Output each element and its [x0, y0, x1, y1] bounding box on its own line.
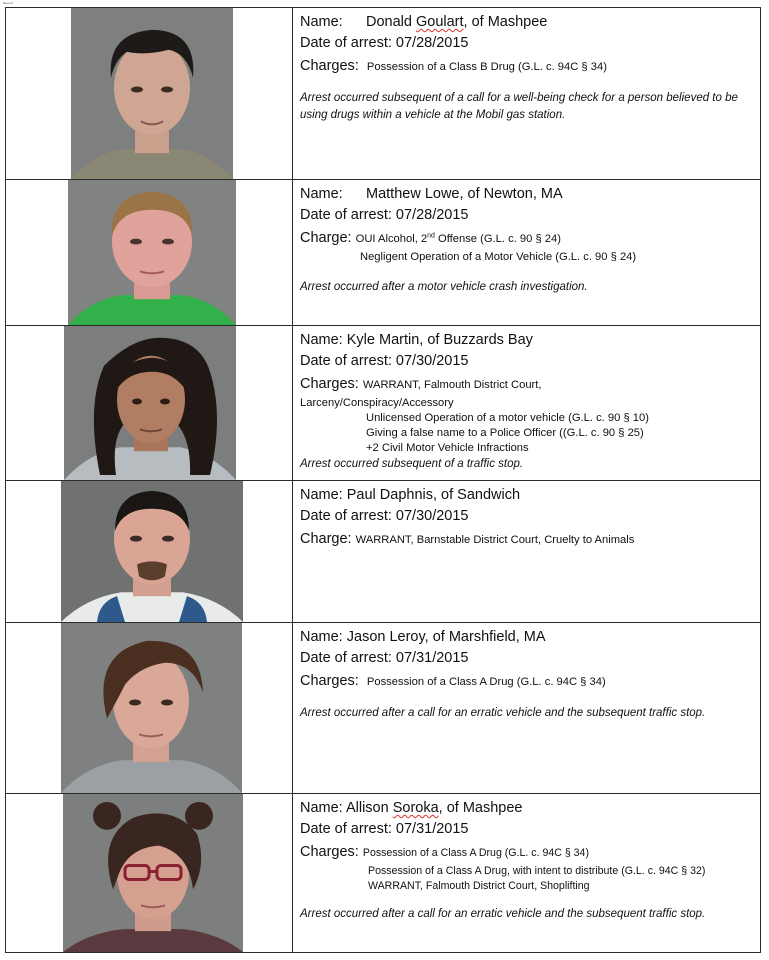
corner-mark: Record — [3, 1, 13, 5]
booking-photo-cell — [6, 326, 293, 481]
date-label: Date of arrest: — [300, 207, 392, 223]
arrest-record — [6, 180, 761, 326]
charges-line — [300, 56, 754, 78]
arrest-date: 07/31/2015 — [395, 821, 469, 837]
record-details — [293, 180, 761, 326]
booking-photo — [61, 623, 242, 793]
charge-item: WARRANT, Falmouth District Court, Shoplifting — [368, 880, 590, 892]
name-label: Name: — [300, 14, 343, 30]
date-label: Date of arrest: — [300, 508, 392, 524]
person-town: , of Mashpee — [463, 14, 548, 30]
charge-item: WARRANT, Falmouth District Court, — [362, 379, 542, 391]
person-name: Kyle Martin, of Buzzards Bay — [346, 332, 533, 348]
charges-label: Charge: — [300, 230, 352, 246]
charges-label: Charges: — [300, 673, 359, 689]
booking-photo-cell — [6, 623, 293, 794]
record-details — [293, 8, 761, 180]
booking-photo — [61, 481, 243, 622]
arrest-record — [6, 481, 761, 623]
person-name: Jason Leroy, of Marshfield, MA — [346, 629, 546, 645]
person-name: Paul Daphnis, of Sandwich — [346, 487, 521, 503]
person-name: Donald — [366, 14, 416, 30]
charge-item: Unlicensed Operation of a motor vehicle (G.L. c. 90 § 10) — [366, 412, 649, 424]
charge-item: Possession of a Class B Drug (G.L. c. 94C § 34) — [366, 61, 607, 73]
name-label: Name: — [300, 800, 343, 816]
name-label: Name: — [300, 487, 343, 503]
booking-photo-cell — [6, 481, 293, 623]
booking-photo-cell — [6, 8, 293, 180]
arrest-note: Arrest occurred subsequent of a call for a well-being check for a person believed to be using drugs within a vehicle at the Mobil gas station. — [300, 92, 738, 121]
person-name: Matthew Lowe, of Newton, MA — [366, 186, 563, 202]
name-line — [300, 798, 754, 819]
arrest-record — [6, 326, 761, 481]
date-line — [300, 351, 754, 372]
record-details — [293, 326, 761, 481]
booking-photo — [64, 326, 236, 480]
name-line — [300, 627, 754, 648]
arrest-date: 07/28/2015 — [395, 35, 469, 51]
person-name-spellcheck: Soroka — [392, 800, 439, 816]
name-line — [300, 184, 754, 205]
booking-photo-cell — [6, 794, 293, 953]
record-details — [293, 623, 761, 794]
name-label: Name: — [300, 629, 343, 645]
date-label: Date of arrest: — [300, 35, 392, 51]
name-line — [300, 330, 754, 351]
charge-item: +2 Civil Motor Vehicle Infractions — [366, 442, 529, 454]
charges-label: Charges: — [300, 376, 359, 392]
record-details — [293, 481, 761, 623]
charge-item: OUI Alcohol, 2nd Offense (G.L. c. 90 § 24) — [355, 232, 561, 245]
arrest-note: Arrest occurred subsequent of a traffic stop. — [300, 458, 524, 470]
charge-item-continued: Larceny/Conspiracy/Accessory — [300, 397, 454, 409]
charges-line — [300, 374, 754, 396]
arrest-date: 07/30/2015 — [395, 508, 469, 524]
date-line — [300, 205, 754, 226]
arrest-note: Arrest occurred after a motor vehicle crash investigation. — [300, 281, 588, 293]
charge-item: Negligent Operation of a Motor Vehicle (G.L. c. 90 § 24) — [360, 251, 637, 263]
date-line — [300, 506, 754, 527]
date-label: Date of arrest: — [300, 650, 392, 666]
charges-label: Charges: — [300, 844, 359, 860]
name-line — [300, 485, 754, 506]
arrest-date: 07/28/2015 — [395, 207, 469, 223]
date-line — [300, 819, 754, 840]
date-line — [300, 33, 754, 54]
name-label: Name: — [300, 332, 343, 348]
arrest-date: 07/30/2015 — [395, 353, 469, 369]
date-line — [300, 648, 754, 669]
charges-line — [300, 842, 754, 864]
arrest-record — [6, 623, 761, 794]
charge-item: Giving a false name to a Police Officer ((G.L. c. 90 § 25) — [366, 427, 644, 439]
date-label: Date of arrest: — [300, 821, 392, 837]
booking-photo — [71, 8, 233, 179]
name-label: Name: — [300, 186, 343, 202]
record-details — [293, 794, 761, 953]
person-town: , of Mashpee — [438, 800, 523, 816]
booking-photo — [68, 180, 236, 325]
charges-line — [300, 671, 754, 693]
charges-line — [300, 228, 754, 250]
arrest-note: Arrest occurred after a call for an erratic vehicle and the subsequent traffic stop. — [300, 908, 706, 920]
arrest-note: Arrest occurred after a call for an erratic vehicle and the subsequent traffic stop. — [300, 707, 706, 719]
arrest-log-table — [5, 7, 761, 953]
charges-label: Charges: — [300, 58, 359, 74]
charge-item: Possession of a Class A Drug, with intent to distribute (G.L. c. 94C § 32) — [368, 865, 706, 877]
person-name-spellcheck: Goulart — [415, 14, 464, 30]
booking-photo-cell — [6, 180, 293, 326]
charge-item: Possession of a Class A Drug (G.L. c. 94C § 34) — [366, 676, 606, 688]
charge-item: Possession of a Class A Drug (G.L. c. 94C § 34) — [362, 847, 589, 859]
date-label: Date of arrest: — [300, 353, 392, 369]
charges-line — [300, 529, 754, 551]
charge-item: WARRANT, Barnstable District Court, Cruelty to Animals — [355, 534, 635, 546]
person-name: Allison — [345, 800, 393, 816]
booking-photo — [63, 794, 243, 952]
charges-label: Charge: — [300, 531, 352, 547]
arrest-record — [6, 794, 761, 953]
name-line — [300, 12, 754, 33]
arrest-date: 07/31/2015 — [395, 650, 469, 666]
arrest-record — [6, 8, 761, 180]
